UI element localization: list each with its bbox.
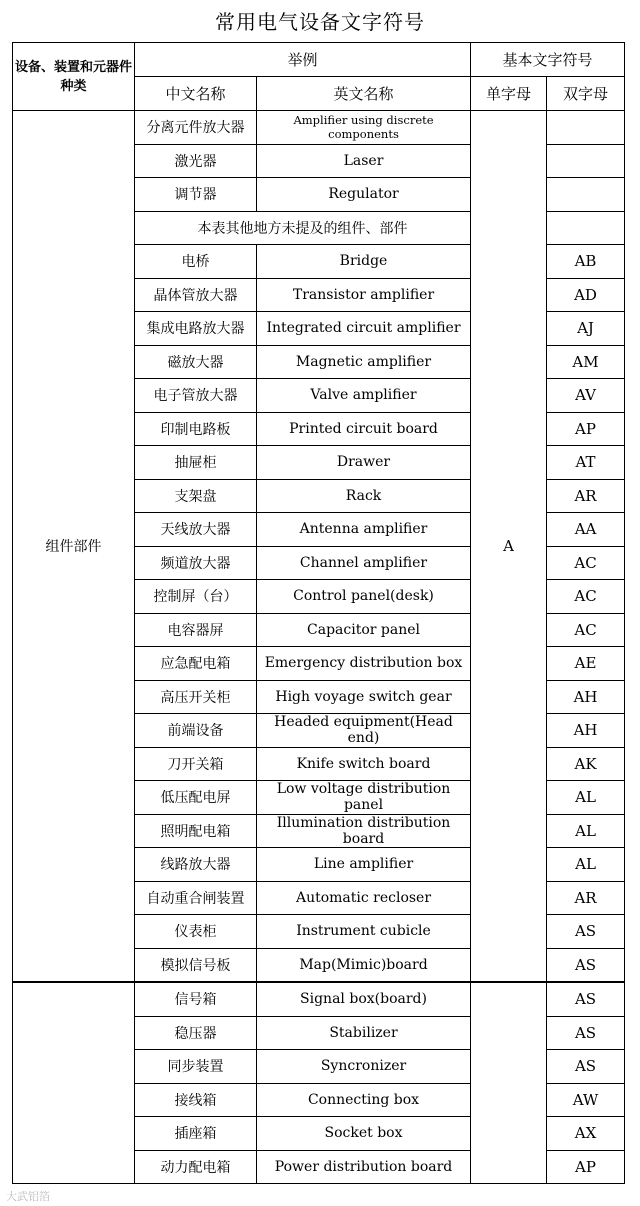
header-en-name: 英文名称: [257, 77, 471, 111]
en-name-cell: Automatic recloser: [257, 881, 471, 915]
cn-name-cell: 频道放大器: [135, 546, 257, 580]
double-letter-cell: AP: [547, 1150, 625, 1184]
cn-name-cell: 控制屏（台）: [135, 580, 257, 614]
cn-name-cell: 分离元件放大器: [135, 111, 257, 145]
en-name-cell: Channel amplifier: [257, 546, 471, 580]
cn-name-cell: 同步装置: [135, 1050, 257, 1084]
en-name-cell: Control panel(desk): [257, 580, 471, 614]
cn-name-cell: 支架盘: [135, 479, 257, 513]
header-example: 举例: [135, 43, 471, 77]
en-name-cell: Headed equipment(Head end): [257, 714, 471, 748]
cn-name-cell: 天线放大器: [135, 513, 257, 547]
double-letter-cell: AC: [547, 580, 625, 614]
header-double-letter: 双字母: [547, 77, 625, 111]
double-letter-cell: AL: [547, 781, 625, 815]
cn-name-cell: 激光器: [135, 144, 257, 178]
group2-rows: [13, 982, 625, 1184]
en-name-cell: Illumination distribution board: [257, 814, 471, 848]
cn-name-cell: 集成电路放大器: [135, 312, 257, 346]
symbol-table: [12, 42, 625, 1184]
cn-name-cell: 抽屉柜: [135, 446, 257, 480]
watermark: 大武铝箔: [6, 1190, 50, 1203]
cn-name-cell: 应急配电箱: [135, 647, 257, 681]
en-name-cell: Connecting box: [257, 1083, 471, 1117]
en-name-cell: Low voltage distribution panel: [257, 781, 471, 815]
double-letter-cell: AW: [547, 1083, 625, 1117]
header-category: 设备、装置和元器件种类: [13, 43, 135, 111]
en-name-cell: Drawer: [257, 446, 471, 480]
double-letter-cell: AS: [547, 982, 625, 1016]
page-title: 常用电气设备文字符号: [215, 10, 425, 34]
en-name-cell: Laser: [257, 144, 471, 178]
single-letter-cell: [471, 982, 547, 1184]
en-name-cell: Stabilizer: [257, 1016, 471, 1050]
double-letter-cell: [547, 144, 625, 178]
en-name-cell: Socket box: [257, 1117, 471, 1151]
category-cell: 组件部件: [13, 111, 135, 983]
header-single-letter: 单字母: [471, 77, 547, 111]
double-letter-cell: AL: [547, 848, 625, 882]
cn-name-cell: 电子管放大器: [135, 379, 257, 413]
cn-name-cell: 稳压器: [135, 1016, 257, 1050]
double-letter-cell: AL: [547, 814, 625, 848]
double-letter-cell: AK: [547, 747, 625, 781]
double-letter-cell: AS: [547, 915, 625, 949]
en-name-cell: Power distribution board: [257, 1150, 471, 1184]
cn-name-cell: 低压配电屏: [135, 781, 257, 815]
cn-name-cell: 前端设备: [135, 714, 257, 748]
cn-name-cell: 磁放大器: [135, 345, 257, 379]
double-letter-cell: [547, 178, 625, 212]
en-name-cell: Printed circuit board: [257, 412, 471, 446]
cn-name-cell: 高压开关柜: [135, 680, 257, 714]
en-name-cell: Map(Mimic)board: [257, 948, 471, 982]
cn-name-cell: 调节器: [135, 178, 257, 212]
cn-name-cell: 电桥: [135, 245, 257, 279]
double-letter-cell: AS: [547, 1050, 625, 1084]
double-letter-cell: AC: [547, 613, 625, 647]
cn-name-cell: 刀开关箱: [135, 747, 257, 781]
group1-rows: [13, 111, 625, 983]
cn-name-cell: 照明配电箱: [135, 814, 257, 848]
en-name-cell: Knife switch board: [257, 747, 471, 781]
double-letter-cell: AB: [547, 245, 625, 279]
double-letter-cell: AT: [547, 446, 625, 480]
en-name-cell: Capacitor panel: [257, 613, 471, 647]
double-letter-cell: [547, 211, 625, 245]
en-name-cell: Regulator: [257, 178, 471, 212]
double-letter-cell: AV: [547, 379, 625, 413]
double-letter-cell: AJ: [547, 312, 625, 346]
cn-name-cell: 晶体管放大器: [135, 278, 257, 312]
double-letter-cell: AS: [547, 1016, 625, 1050]
en-name-cell: High voyage switch gear: [257, 680, 471, 714]
table-row: [13, 111, 625, 145]
en-name-cell: Transistor amplifier: [257, 278, 471, 312]
double-letter-cell: AE: [547, 647, 625, 681]
double-letter-cell: AA: [547, 513, 625, 547]
en-name-cell: Signal box(board): [257, 982, 471, 1016]
en-name-cell: Antenna amplifier: [257, 513, 471, 547]
double-letter-cell: AH: [547, 680, 625, 714]
double-letter-cell: AD: [547, 278, 625, 312]
en-name-cell: Rack: [257, 479, 471, 513]
cn-name-cell: 本表其他地方未提及的组件、部件: [135, 211, 471, 245]
double-letter-cell: AR: [547, 479, 625, 513]
en-name-cell: Amplifier using discrete components: [257, 111, 471, 145]
en-name-cell: Syncronizer: [257, 1050, 471, 1084]
double-letter-cell: [547, 111, 625, 145]
single-letter-cell: A: [471, 111, 547, 983]
cn-name-cell: 自动重合闸装置: [135, 881, 257, 915]
cn-name-cell: 电容器屏: [135, 613, 257, 647]
double-letter-cell: AC: [547, 546, 625, 580]
double-letter-cell: AR: [547, 881, 625, 915]
category-cell: [13, 982, 135, 1184]
double-letter-cell: AP: [547, 412, 625, 446]
cn-name-cell: 模拟信号板: [135, 948, 257, 982]
double-letter-cell: AX: [547, 1117, 625, 1151]
header-basic-symbol: 基本文字符号: [471, 43, 625, 77]
double-letter-cell: AM: [547, 345, 625, 379]
cn-name-cell: 插座箱: [135, 1117, 257, 1151]
cn-name-cell: 信号箱: [135, 982, 257, 1016]
cn-name-cell: 仪表柜: [135, 915, 257, 949]
cn-name-cell: 接线箱: [135, 1083, 257, 1117]
en-name-cell: Valve amplifier: [257, 379, 471, 413]
en-name-cell: Line amplifier: [257, 848, 471, 882]
double-letter-cell: AS: [547, 948, 625, 982]
en-name-cell: Instrument cubicle: [257, 915, 471, 949]
header-cn-name: 中文名称: [135, 77, 257, 111]
en-name-cell: Magnetic amplifier: [257, 345, 471, 379]
en-name-cell: Bridge: [257, 245, 471, 279]
table-row: [13, 982, 625, 1016]
en-name-cell: Integrated circuit amplifier: [257, 312, 471, 346]
cn-name-cell: 动力配电箱: [135, 1150, 257, 1184]
double-letter-cell: AH: [547, 714, 625, 748]
cn-name-cell: 印制电路板: [135, 412, 257, 446]
en-name-cell: Emergency distribution box: [257, 647, 471, 681]
cn-name-cell: 线路放大器: [135, 848, 257, 882]
